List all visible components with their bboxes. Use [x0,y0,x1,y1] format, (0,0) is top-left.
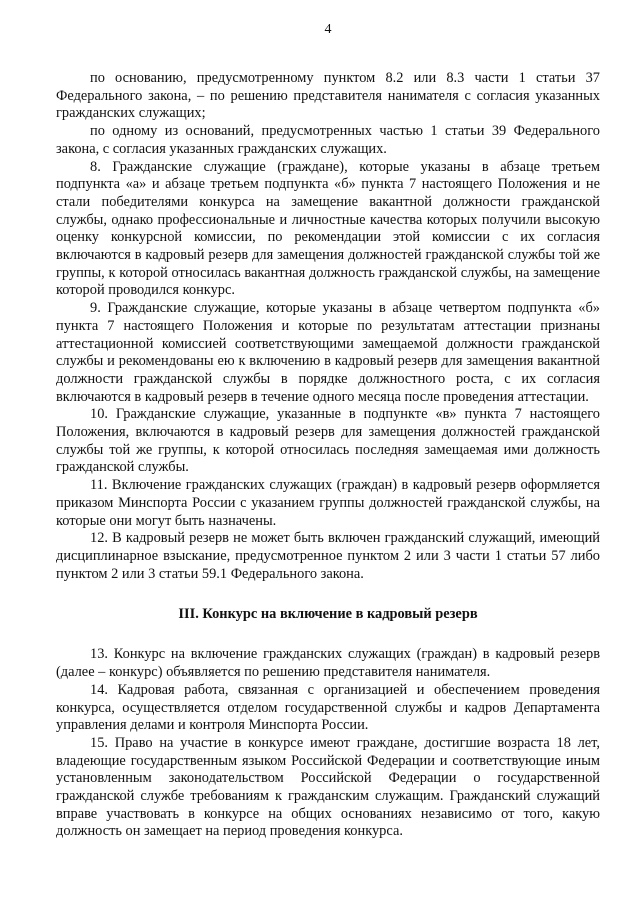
paragraph-15: 15. Право на участие в конкурсе имеют граждане, достигшие возраста 18 лет, владеющие государственным языком Российской Федерации и соответствующие иным установленным законодательством Российской Федерации о государственной гражданской службе требованиям к гражданским служащим. Гражданский служащий вправе участвовать в конкурсе на общих основаниях независимо от того, какую должность он замещает на период проведения конкурса. [56,734,600,840]
page-number: 4 [324,22,332,37]
paragraph-13: 13. Конкурс на включение гражданских служащих (граждан) в кадровый резерв (далее – конкурс) объявляется по решению представителя нанимателя. [56,646,600,681]
section-heading: III. Конкурс на включение в кадровый резерв [178,606,478,623]
document-body [56,70,600,841]
paragraph: по основанию, предусмотренному пунктом 8.2 или 8.3 части 1 статьи 37 Федерального закона, – по решению представителя нанимателя с согласия указанных гражданских служащих; [56,70,600,122]
paragraph-14: 14. Кадровая работа, связанная с организацией и обеспечением проведения конкурса, осуществляется отделом государственной службы и кадров Департамента управления делами и контроля Минспорта России. [56,681,600,734]
paragraph-9: 9. Гражданские служащие, которые указаны в абзаце четвертом подпункта «б» пункта 7 настоящего Положения и которые по результатам аттестации признаны аттестационной комиссией соответствующими замещаемой должности гражданской службы и рекомендованы ею к включению в кадровый резерв для замещения вакантной должности гражданской службы в порядке должностного роста, с их согласия включаются в кадровый резерв в течение одного месяца после проведения аттестации. [56,300,600,405]
paragraph-8: 8. Гражданские служащие (граждане), которые указаны в абзаце третьем подпункта «а» и абзаце третьем подпункта «б» пункта 7 настоящего Положения и не стали победителями конкурса на замещение вакантной должности гражданской службы, однако профессиональные и личностные качества которых получили высокую оценку конкурсной комиссии, по рекомендации этой комиссии с их согласия включаются в кадровый резерв для замещения должностей гражданской службы той же группы, к которой относилась вакантная должность гражданской службы, на замещение которой проводился конкурс. [56,158,600,299]
paragraph-10: 10. Гражданские служащие, указанные в подпункте «в» пункта 7 настоящего Положения, включаются в кадровый резерв для замещения должностей гражданской службы той же группы, к которой относилась последняя замещаемая ими должность гражданской службы. [56,406,600,476]
paragraph-11: 11. Включение гражданских служащих (граждан) в кадровый резерв оформляется приказом Минспорта России с указанием группы должностей гражданской службы, на которые они могут быть назначены. [56,477,600,529]
paragraph-12: 12. В кадровый резерв не может быть включен гражданский служащий, имеющий дисциплинарное взыскание, предусмотренное пунктом 2 или 3 части 1 статьи 57 либо пунктом 2 или 3 статьи 59.1 Федерального закона. [56,530,600,582]
paragraph: по одному из оснований, предусмотренных частью 1 статьи 39 Федерального закона, с согласия указанных гражданских служащих. [56,123,600,157]
